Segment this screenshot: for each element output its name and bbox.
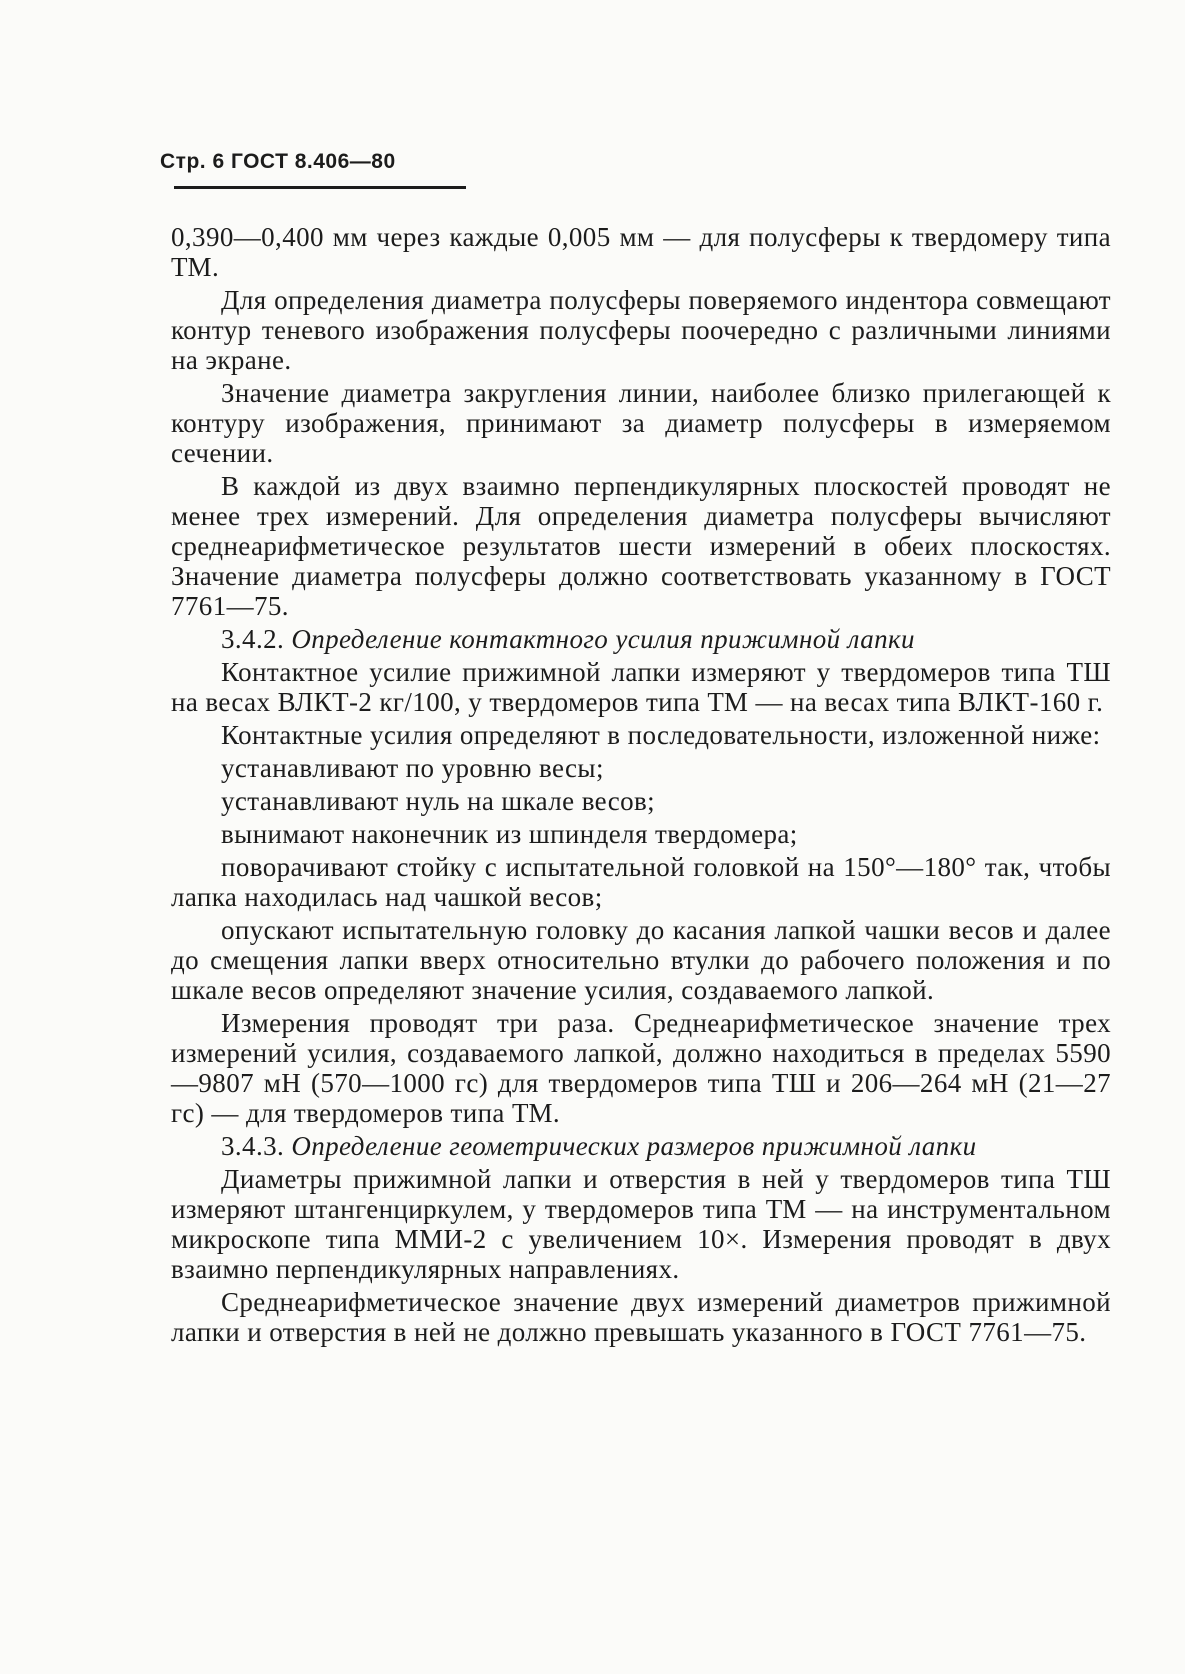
- paragraph: Для определения диаметра полусферы поверяемого индентора совмещают контур теневого изображения полусферы поочередно с различными линиями на экране.: [171, 285, 1111, 375]
- paragraph: Контактное усилие прижимной лапки измеряют у твердомеров типа ТШ на весах ВЛКТ-2 кг/100, у твердомеров типа ТМ — на весах типа ВЛКТ-160 г.: [171, 657, 1111, 717]
- step-item: вынимают наконечник из шпинделя твердомера;: [221, 819, 798, 849]
- paragraph: Диаметры прижимной лапки и отверстия в ней у твердомеров типа ТШ измеряют штангенциркулем, у твердомеров типа ТМ — на инструментальном микроскопе типа ММИ-2 с увеличением 10×. Измерения проводят в двух взаимно перпендикулярных направлениях.: [171, 1164, 1111, 1284]
- section-number: 3.4.3.: [221, 1131, 285, 1161]
- page-header: Стр. 6 ГОСТ 8.406—80: [160, 150, 396, 173]
- section-heading-3-4-2: [171, 624, 1111, 654]
- paragraph: В каждой из двух взаимно перпендикулярных плоскостей проводят не менее трех измерений. Для определения диаметра полусферы вычисляют среднеарифметическое результатов шести измерений в обеих плоскостях. Значение диаметра полусферы должно соответствовать указанному в ГОСТ 7761—75.: [171, 471, 1111, 621]
- paragraph: 0,390—0,400 мм через каждые 0,005 мм — для полусферы к твердомеру типа ТМ.: [171, 222, 1111, 282]
- paragraph: Значение диаметра закругления линии, наиболее близко прилегающей к контуру изображения, принимают за диаметр полусферы в измеряемом сечении.: [171, 378, 1111, 468]
- paragraph: Среднеарифметическое значение двух измерений диаметров прижимной лапки и отверстия в ней не должно превышать указанного в ГОСТ 7761—75.: [171, 1287, 1111, 1347]
- section-title: Определение геометрических размеров прижимной лапки: [291, 1131, 977, 1161]
- document-body: [171, 222, 1111, 1350]
- step-item: устанавливают по уровню весы;: [221, 753, 604, 783]
- section-heading-3-4-3: [171, 1131, 1111, 1161]
- header-rule: [174, 186, 466, 189]
- paragraph: Контактные усилия определяют в последовательности, изложенной ниже:: [221, 720, 1101, 750]
- section-number: 3.4.2.: [221, 624, 285, 654]
- step-item: опускают испытательную головку до касания лапкой чашки весов и далее до смещения лапки вверх относительно втулки до рабочего положения и по шкале весов определяют значение усилия, создаваемого лапкой.: [171, 915, 1111, 1005]
- step-item: поворачивают стойку с испытательной головкой на 150°—180° так, чтобы лапка находилась над чашкой весов;: [171, 852, 1111, 912]
- step-item: устанавливают нуль на шкале весов;: [221, 786, 656, 816]
- section-title: Определение контактного усилия прижимной лапки: [291, 624, 915, 654]
- paragraph: Измерения проводят три раза. Среднеарифметическое значение трех измерений усилия, создаваемого лапкой, должно находиться в пределах 5590—9807 мН (570—1000 гс) для твердомеров типа ТШ и 206—264 мН (21—27 гс) — для твердомеров типа ТМ.: [171, 1008, 1111, 1128]
